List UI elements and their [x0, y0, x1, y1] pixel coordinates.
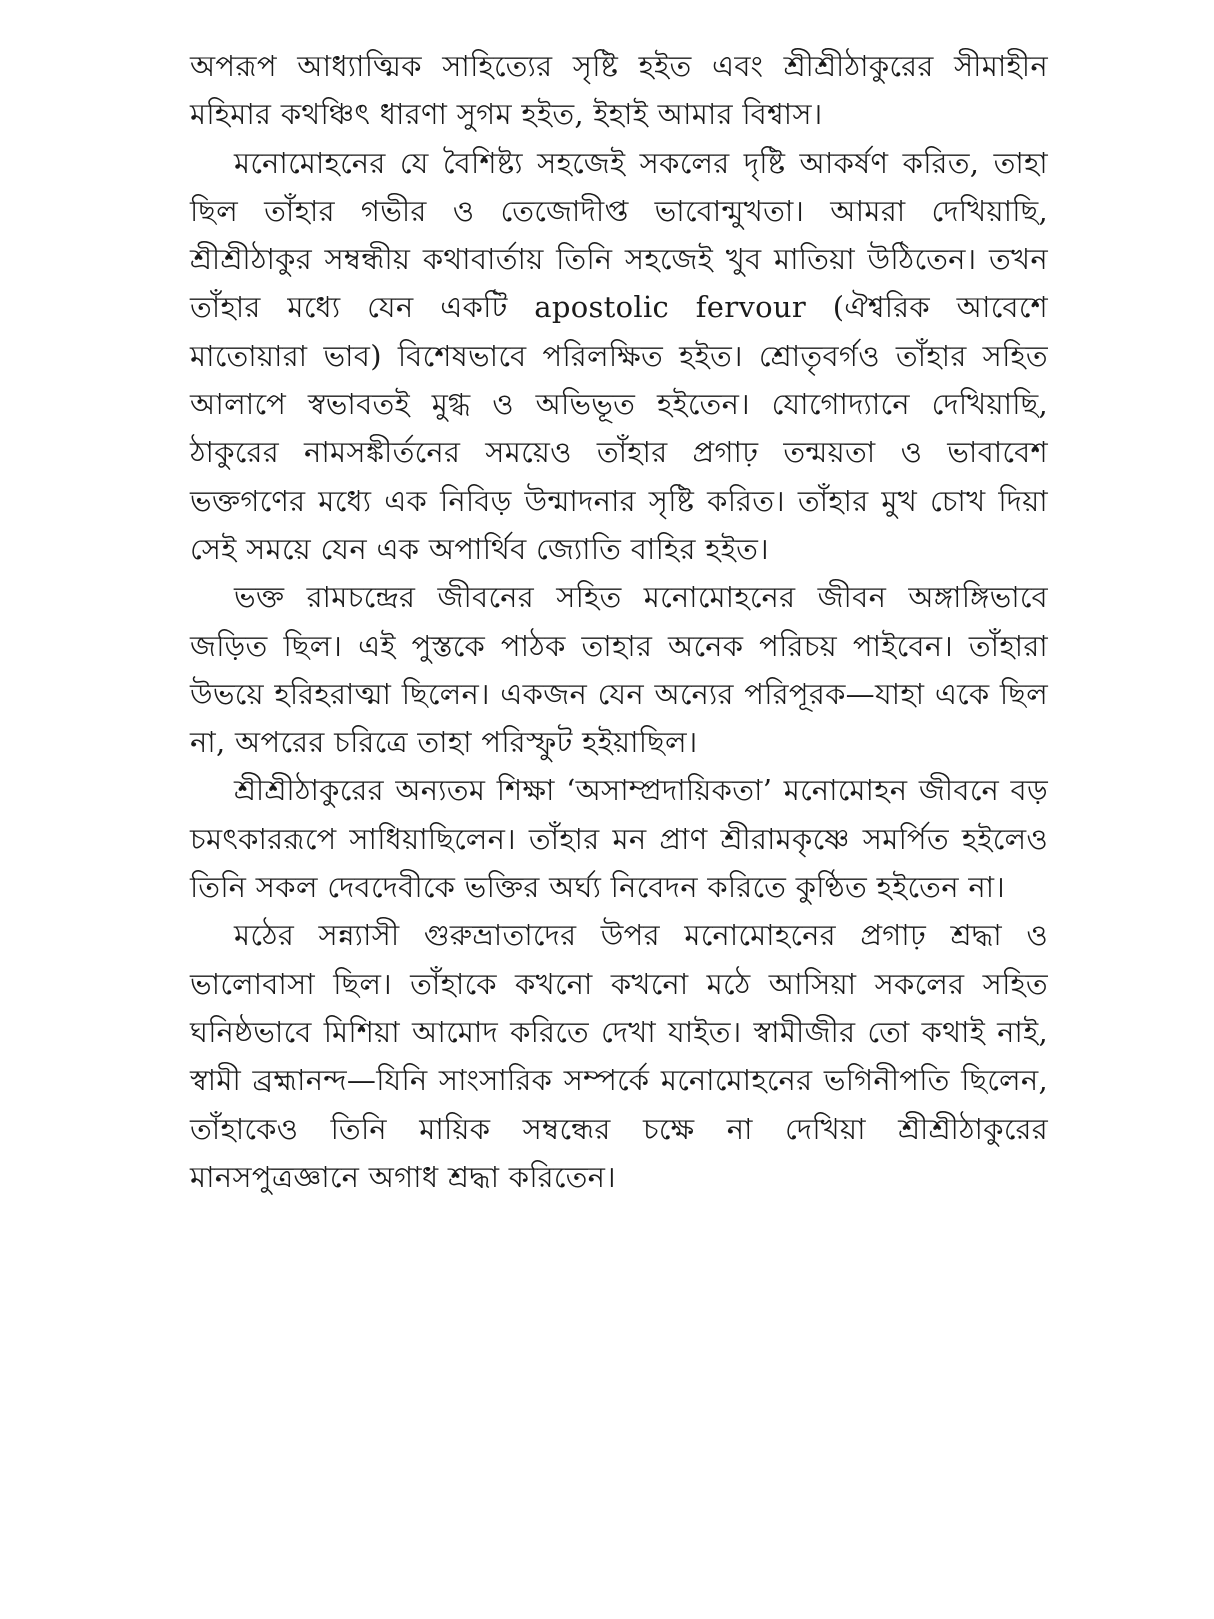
body-text [190, 42, 1048, 1201]
paragraph-4: শ্রীশ্রীঠাকুরের অন্যতম শিক্ষা ‘অসাম্প্রদায়িকতা’ মনোমোহন জীবনে বড় চমৎকাররূপে সাধিয়াছিলেন। তাঁহার মন প্রাণ শ্রীরামকৃষ্ণে সমর্পিত হইলেও তিনি সকল দেবদেবীকে ভক্তির অর্ঘ্য নিবেদন করিতে কুণ্ঠিত হইতেন না। [190, 773, 1048, 905]
paragraph-1: অপরূপ আধ্যাত্মিক সাহিত্যের সৃষ্টি হইত এবং শ্রীশ্রীঠাকুরের সীমাহীন মহিমার কথঞ্চিৎ ধারণা সুগম হইত, ইহাই আমার বিশ্বাস। [190, 49, 1048, 132]
paragraph-2: মনোমোহনের যে বৈশিষ্ট্য সহজেই সকলের দৃষ্টি আকর্ষণ করিত, তাহা ছিল তাঁহার গভীর ও তেজোদীপ্ত ভাবোন্মুখতা। আমরা দেখিয়াছি, শ্রীশ্রীঠাকুর সম্বন্ধীয় কথাবার্তায় তিনি সহজেই খুব মাতিয়া উঠিতেন। তখন তাঁহার মধ্যে যেন একটি apostolic fervour (ঐশ্বরিক আবেশে মাতোয়ারা ভাব) বিশেষভাবে পরিলক্ষিত হইত। শ্রোতৃবর্গও তাঁহার সহিত আলাপে স্বভাবতই মুগ্ধ ও অভিভূত হইতেন। যোগোদ্যানে দেখিয়াছি, ঠাকুরের নামসঙ্কীর্তনের সময়েও তাঁহার প্রগাঢ় তন্ময়তা ও ভাবাবেশ ভক্তগণের মধ্যে এক নিবিড় উন্মাদনার সৃষ্টি করিত। তাঁহার মুখ চোখ দিয়া সেই সময়ে যেন এক অপার্থিব জ্যোতি বাহির হইত। [190, 145, 1048, 566]
paragraph-3: ভক্ত রামচন্দ্রের জীবনের সহিত মনোমোহনের জীবন অঙ্গাঙ্গিভাবে জড়িত ছিল। এই পুস্তকে পাঠক তাহার অনেক পরিচয় পাইবেন। তাঁহারা উভয়ে হরিহরাত্মা ছিলেন। একজন যেন অন্যের পরিপূরক—যাহা একে ছিল না, অপরের চরিত্রে তাহা পরিস্ফুট হইয়াছিল। [190, 580, 1048, 760]
paragraph-5: মঠের সন্ন্যাসী গুরুভ্রাতাদের উপর মনোমোহনের প্রগাঢ় শ্রদ্ধা ও ভালোবাসা ছিল। তাঁহাকে কখনো কখনো মঠে আসিয়া সকলের সহিত ঘনিষ্ঠভাবে মিশিয়া আমোদ করিতে দেখা যাইত। স্বামীজীর তো কথাই নাই, স্বামী ব্রহ্মানন্দ—যিনি সাংসারিক সম্পর্কে মনোমোহনের ভগিনীপতি ছিলেন, তাঁহাকেও তিনি মায়িক সম্বন্ধের চক্ষে না দেখিয়া শ্রীশ্রীঠাকুরের মানসপুত্রজ্ঞানে অগাধ শ্রদ্ধা করিতেন। [190, 918, 1048, 1194]
